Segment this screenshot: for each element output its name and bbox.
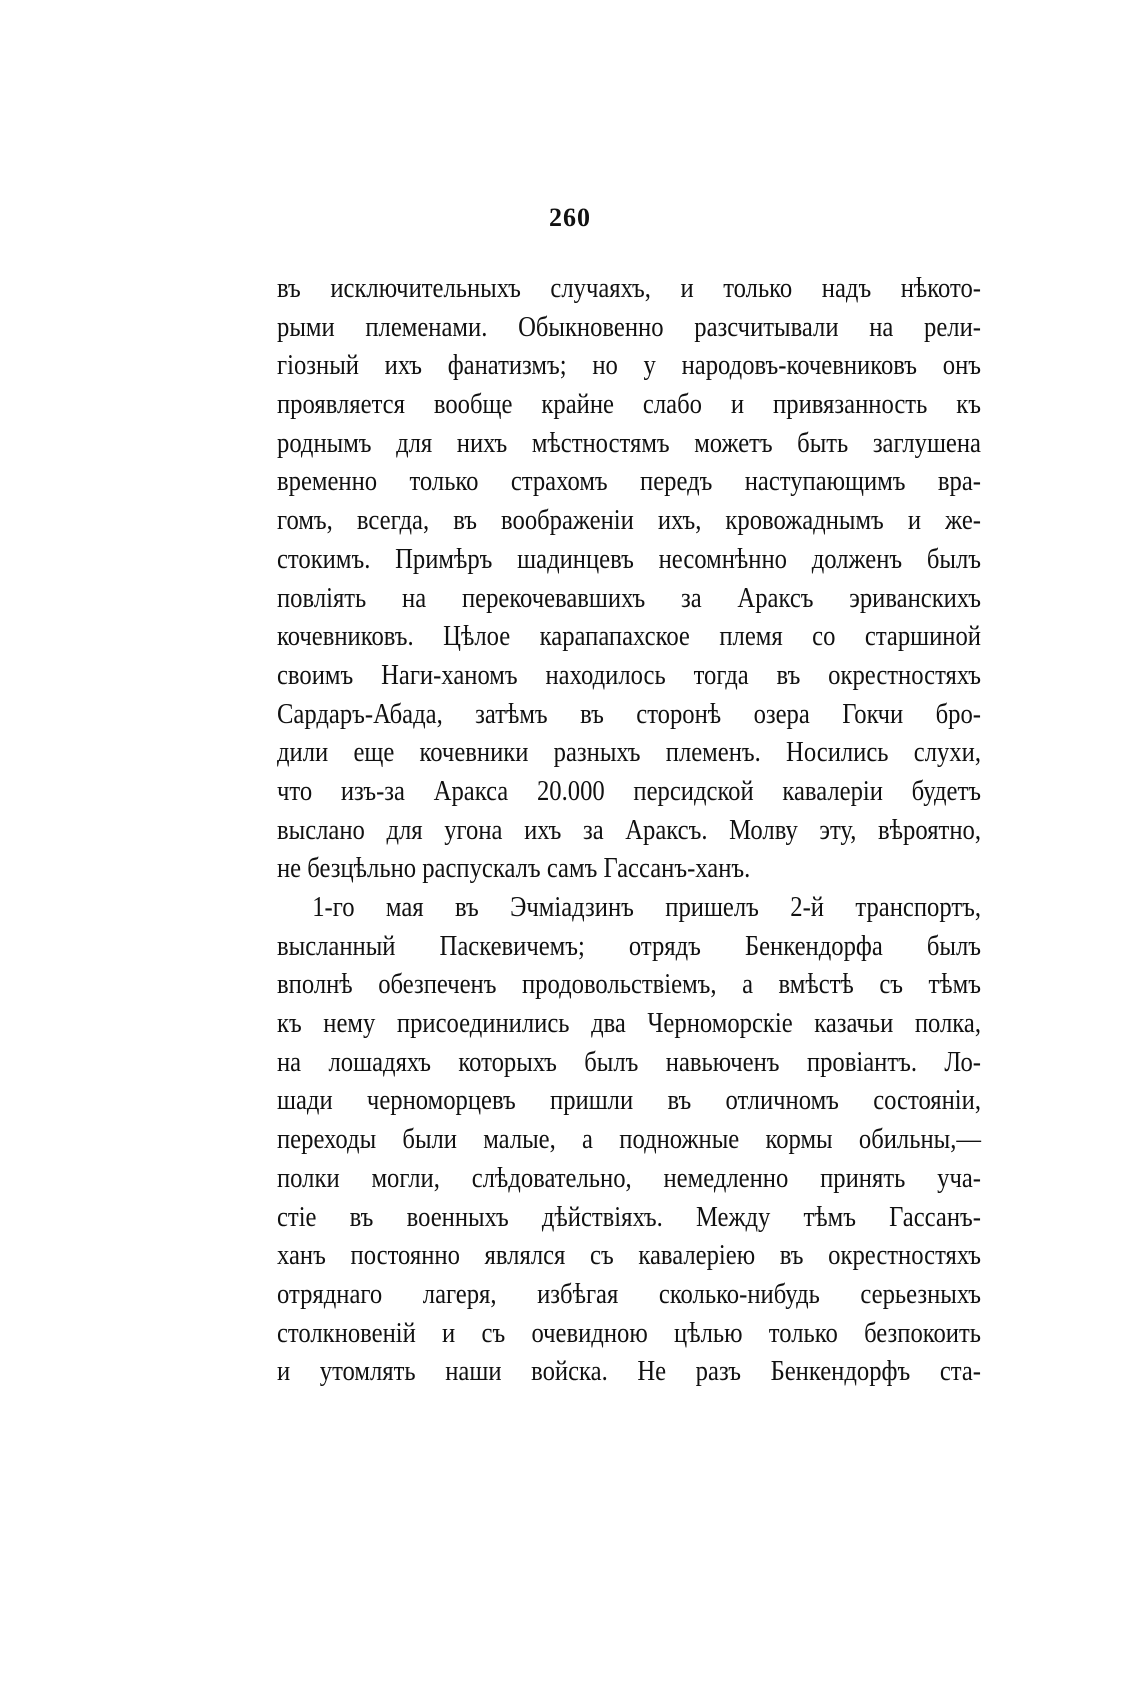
text-line: полки могли, слѣдовательно, немедленно принять уча- — [277, 1162, 981, 1194]
text-line: проявляется вообще крайне слабо и привязанность къ — [277, 389, 981, 421]
text-line: роднымъ для нихъ мѣстностямъ можетъ быть заглушена — [277, 427, 981, 459]
text-line: дили еще кочевники разныхъ племенъ. Носились слухи, — [277, 737, 981, 769]
text-line: что изъ-за Аракса 20.000 персидской кавалеріи будетъ — [277, 775, 981, 807]
text-line: переходы были малые, а подножные кормы обильны,— — [277, 1124, 981, 1156]
text-line: на лошадяхъ которыхъ былъ навьюченъ провіантъ. Ло- — [277, 1046, 981, 1078]
text-line: повліять на перекочевавшихъ за Араксъ эриванскихъ — [277, 582, 981, 614]
text-line: стокимъ. Примѣръ шадинцевъ несомнѣнно долженъ былъ — [277, 543, 981, 575]
text-line: кочевниковъ. Цѣлое карапапахское племя со старшиной — [277, 621, 981, 653]
text-line: своимъ Наги-ханомъ находилось тогда въ окрестностяхъ — [277, 659, 981, 691]
page-number: 260 — [549, 203, 591, 232]
text-line: стіе въ военныхъ дѣйствіяхъ. Между тѣмъ Гассанъ- — [277, 1201, 981, 1233]
text-line: Сардаръ-Абада, затѣмъ въ сторонѣ озера Гокчи бро- — [277, 698, 981, 730]
text-line: не безцѣльно распускалъ самъ Гассанъ-ханъ. — [277, 853, 751, 885]
text-line: 1-го мая въ Эчміадзинъ пришелъ 2-й транспортъ, — [312, 892, 981, 923]
text-line: отряднаго лагеря, избѣгая сколько-нибудь серьезныхъ — [277, 1278, 981, 1310]
text-line: рыми племенами. Обыкновенно разсчитывали на рели- — [277, 311, 981, 343]
text-line: ханъ постоянно являлся съ кавалеріею въ окрестностяхъ — [277, 1240, 981, 1272]
text-line: гіозный ихъ фанатизмъ; но у народовъ-кочевниковъ онъ — [277, 350, 981, 382]
text-line: шади черноморцевъ пришли въ отличномъ состояніи, — [277, 1085, 981, 1117]
text-line: выслано для угона ихъ за Араксъ. Молву эту, вѣроятно, — [277, 814, 981, 846]
body-text — [277, 270, 981, 1392]
text-line: къ нему присоединились два Черноморскіе казачьи полка, — [277, 1008, 981, 1040]
text-line: столкновеній и съ очевидною цѣлью только безпокоить — [277, 1317, 981, 1349]
text-line: высланный Паскевичемъ; отрядъ Бенкендорфа былъ — [277, 930, 981, 962]
text-line: гомъ, всегда, въ воображеніи ихъ, кровожаднымъ и же- — [277, 505, 981, 537]
text-line: вполнѣ обезпеченъ продовольствіемъ, а вмѣстѣ съ тѣмъ — [277, 969, 981, 1001]
text-line: и утомлять наши войска. Не разъ Бенкендорфъ ста- — [277, 1356, 981, 1388]
text-line: временно только страхомъ передъ наступающимъ вра- — [277, 466, 981, 498]
text-line: въ исключительныхъ случаяхъ, и только надъ нѣкото- — [277, 273, 981, 304]
